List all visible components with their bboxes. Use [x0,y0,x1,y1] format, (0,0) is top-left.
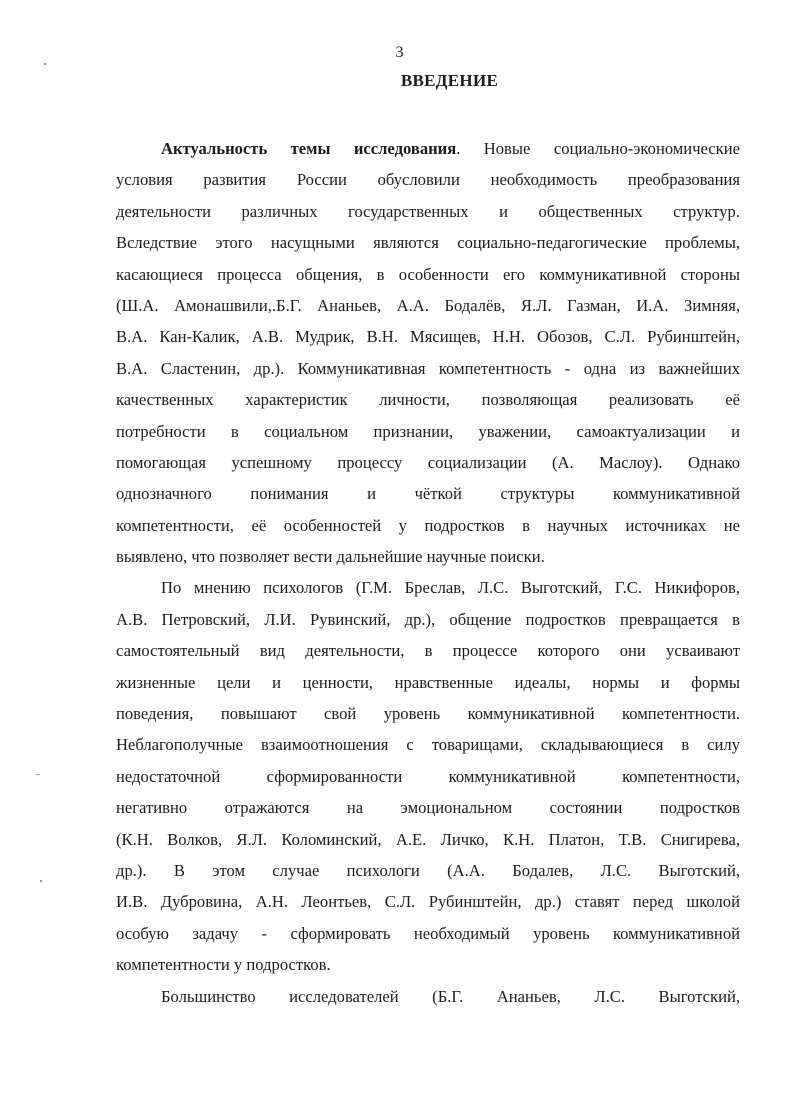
text-line: деятельности различных государственных и общественных структур. [116,201,740,221]
page-title: ВВЕДЕНИЕ [400,71,499,90]
text-line: И.В. Дубровина, А.Н. Леонтьев, С.Л. Рубинштейн, др.) ставят перед школой [116,892,740,912]
text-line: (Ш.А. Амонашвили,.Б.Г. Ананьев, А.А. Бодалёв, Я.Л. Газман, И.А. Зимняя, [116,295,740,315]
lead-rest: . Новые социально-экономические [456,139,740,158]
text-line: качественных характеристик личности, позволяющая реализовать её [116,390,740,410]
text-line: потребности в социальном признании, уважении, самоактуализации и [116,421,740,441]
text-line-last: компетентности у подростков. [116,955,331,975]
scan-speck [40,880,42,882]
text-line: условия развития России обусловили необходимость преобразования [116,170,740,190]
text-line: особую задачу - сформировать необходимый уровень коммуникативной [116,923,740,943]
text-line: однозначного понимания и чёткой структуры коммуникативной [116,484,740,504]
text-line: А.В. Петровский, Л.И. Рувинский, др.), общение подростков превращается в [116,609,740,629]
text-line: жизненные цели и ценности, нравственные идеалы, нормы и формы [116,672,740,692]
scan-speck [44,63,46,65]
section-lead: Актуальность темы исследования [161,139,457,158]
paragraph-2-line-1: По мнению психологов (Г.М. Бреслав, Л.С. Выготский, Г.С. Никифоров, [161,578,740,598]
paragraph-1-line-1 [116,133,740,164]
text-line: поведения, повышают свой уровень коммуникативной компетентности. [116,704,740,724]
text-line: компетентности, её особенностей у подростков в научных источниках не [116,515,740,535]
text-line: помогающая успешному процессу социализации (А. Маслоу). Однако [116,452,740,472]
text-line: негативно отражаются на эмоциональном состоянии подростков [116,798,740,818]
text-line: В.А. Кан-Калик, А.В. Мудрик, В.Н. Мясищев, Н.Н. Обозов, С.Л. Рубинштейн, [116,327,740,347]
text-line: касающиеся процесса общения, в особенности его коммуникативной стороны [116,264,740,284]
page-number: 3 [395,44,404,61]
paragraph-3-line-1: Большинство исследователей (Б.Г. Ананьев, Л.С. Выготский, [161,986,740,1006]
body-text [116,133,740,1012]
text-line: Неблагополучные взаимоотношения с товарищами, складывающиеся в силу [116,735,740,755]
text-line: самостоятельный вид деятельности, в процессе которого они усваивают [116,641,740,661]
text-line: др.). В этом случае психологи (А.А. Бодалев, Л.С. Выготский, [116,860,740,880]
text-line: недостаточной сформированности коммуникативной компетентности, [116,766,740,786]
text-line: (К.Н. Волков, Я.Л. Коломинский, А.Е. Личко, К.Н. Платон, Т.В. Снигирева, [116,829,740,849]
text-line: Вследствие этого насущными являются социально-педагогические проблемы, [116,233,740,253]
scan-speck [36,774,40,775]
text-line: В.А. Сластенин, др.). Коммуникативная компетентность - одна из важнейших [116,358,740,378]
text-line-last: выявлено, что позволяет вести дальнейшие научные поиски. [116,547,545,567]
